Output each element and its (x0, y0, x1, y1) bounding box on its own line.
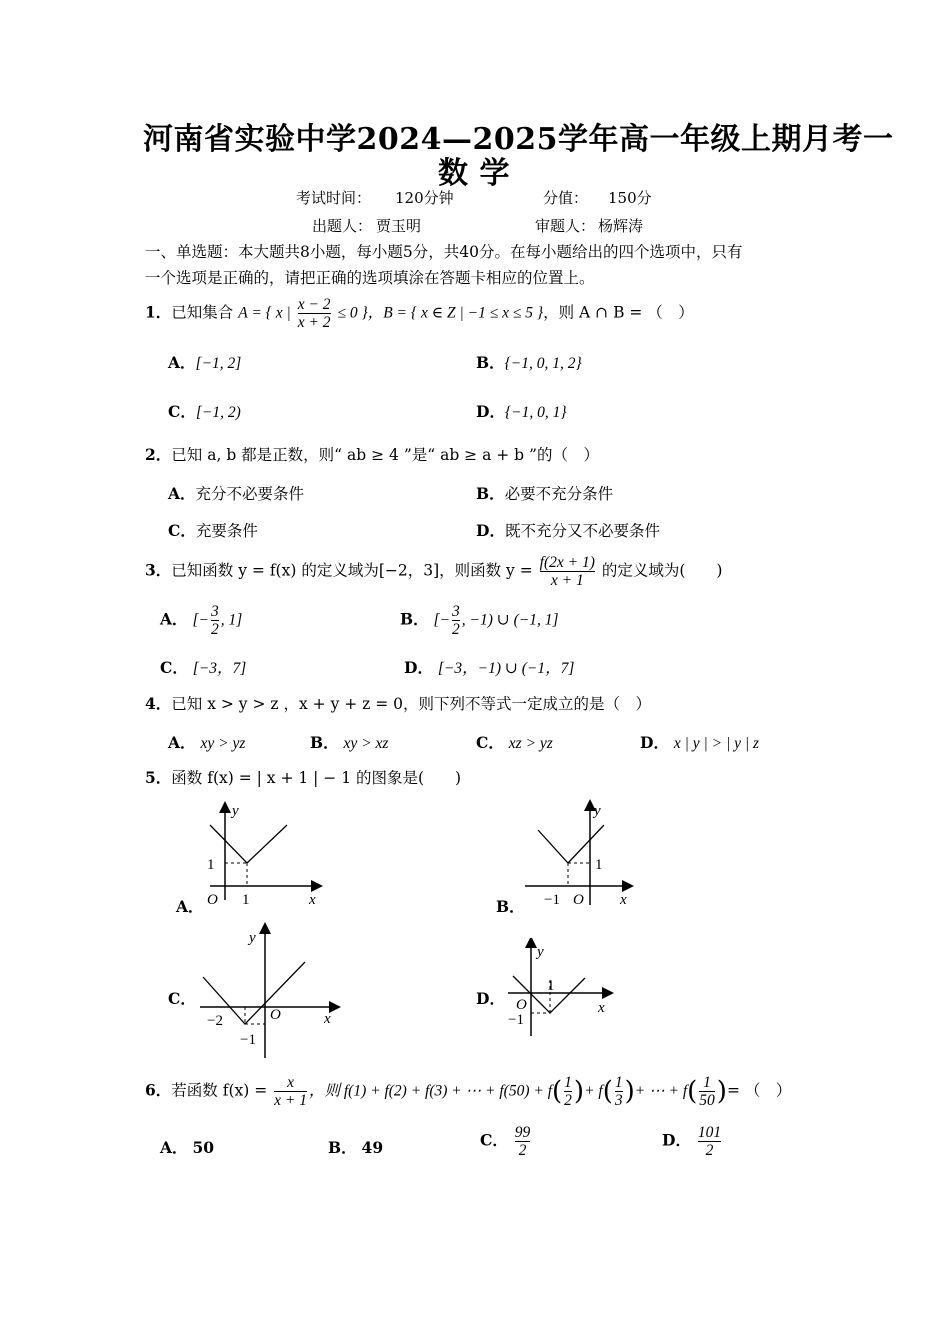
q5-option-d-label[interactable]: D． (476, 989, 505, 1008)
origin-label: O (270, 1007, 281, 1023)
reviewer-value: 杨辉涛 (598, 217, 644, 235)
question-2: 2．已知 a, b 都是正数，则“ ab ≥ 4 ”是“ ab ≥ a + b ”的（ ） (145, 445, 599, 464)
q1-option-c[interactable]: C．[−1, 2) (168, 402, 241, 421)
q4-option-d[interactable]: D． x | y | > | y | z (640, 733, 760, 752)
question-6: 6．若函数 f(x) = $\frac{x}{x + 1}$ ，则 f(1) + f(2) + f(3) + ⋯ + f(50) + f( $\frac{1}{2}$ )+ f( $\frac{1}{3}$ )+ ⋯ + f( $\frac{1}{50}$ )= （ ） (145, 1074, 792, 1110)
q2-option-c[interactable]: C．充要条件 (168, 521, 258, 540)
q3-option-b[interactable]: B． [− $\frac{3}{2}$ , −1) ∪ (−1, 1] (400, 603, 559, 639)
q5-option-a-label[interactable]: A． (176, 897, 204, 916)
y-axis-label: y (537, 944, 544, 960)
x-axis-label: x (324, 1011, 331, 1027)
author-value: 贾玉明 (376, 217, 422, 235)
y-tick-label: −1 (240, 1032, 256, 1048)
question-3: 3．已知函数 y = f(x) 的定义域为[−2，3]，则函数 y = $\frac{f(2x + 1)}{x + 1}$ 的定义域为( ) (145, 554, 723, 590)
y-tick-label: 1 (207, 857, 215, 873)
fraction: $\frac{1}{3}$ (614, 1074, 623, 1110)
q5-graph-b[interactable] (520, 795, 640, 915)
score-value: 150分 (608, 189, 652, 207)
x-tick-label: −1 (544, 892, 560, 908)
question-1: 1．已知集合 A = { x | $\frac{x - 2}{x + 2}$ ≤ 0 }，B = { x ∈ Z | −1 ≤ x ≤ 5 }，则 A ∩ B = （ ） (145, 296, 694, 332)
fraction: $\frac{f(2x + 1)}{x + 1}$ (539, 554, 595, 590)
q5-option-b-label[interactable]: B． (496, 897, 525, 916)
origin-label: O (207, 892, 218, 908)
q1-option-d[interactable]: D．{−1, 0, 1} (476, 402, 567, 421)
q6-option-c[interactable]: C． $\frac{99}{2}$ (480, 1124, 531, 1160)
q3-option-a[interactable]: A． [− $\frac{3}{2}$ , 1] (160, 603, 243, 639)
y-axis-label: y (594, 803, 601, 819)
q2-option-d[interactable]: D．既不充分又不必要条件 (476, 521, 660, 540)
question-number: 1． (145, 302, 172, 322)
fraction: $\frac{101}{2}$ (697, 1124, 722, 1160)
subject-title: 数 学 (438, 156, 510, 191)
x-tick-label: 1 (242, 892, 250, 908)
y-axis-label: y (232, 803, 239, 819)
x-axis-label: x (309, 892, 316, 908)
exam-time-value: 120分钟 (395, 189, 454, 207)
q6-option-b[interactable]: B． 49 (328, 1138, 384, 1157)
question-4: 4．已知 x > y > z ，x + y + z = 0，则下列不等式一定成立的是（ ） (145, 694, 652, 713)
y-tick-label: −1 (508, 1012, 524, 1028)
q2-option-b[interactable]: B．必要不充分条件 (476, 484, 614, 503)
fraction: $\frac{1}{50}$ (699, 1074, 715, 1110)
fraction: $\frac{1}{2}$ (564, 1074, 572, 1110)
question-5: 5．函数 f(x) = | x + 1 | − 1 的图象是( ) (145, 768, 462, 787)
x-tick-label: −2 (207, 1013, 223, 1029)
exam-time-label: 考试时间： (296, 189, 372, 207)
q5-graph-d[interactable] (503, 938, 623, 1038)
q4-option-a[interactable]: A． xy > yz (168, 733, 246, 752)
q4-option-b[interactable]: B． xy > xz (310, 733, 389, 752)
origin-label: O (516, 997, 527, 1013)
x-tick-label: 1 (547, 978, 555, 994)
fraction: $\frac{3}{2}$ (210, 603, 219, 639)
x-axis-label: x (620, 892, 627, 908)
function-graph (210, 825, 287, 863)
q6-option-d[interactable]: D． $\frac{101}{2}$ (662, 1124, 722, 1160)
q3-option-d[interactable]: D． [−3，−1) ∪ (−1，7] (404, 658, 575, 677)
reviewer-label: 审题人： (535, 217, 596, 235)
q5-graph-c[interactable] (195, 922, 350, 1060)
q3-option-c[interactable]: C． [−3，7] (160, 658, 247, 677)
author-label: 出题人： (312, 217, 373, 235)
fraction: $\frac{3}{2}$ (452, 603, 460, 639)
q5-graph-a[interactable] (195, 795, 335, 915)
q5-option-c-label[interactable]: C． (168, 989, 196, 1008)
origin-label: O (573, 892, 584, 908)
page-title: 河南省实验中学2024—2025学年高一年级上期月考一 (143, 122, 894, 157)
section-instructions-line2: 一个选项是正确的，请把正确的选项填涂在答题卡相应的位置上。 (145, 269, 595, 287)
q1-option-b[interactable]: B．{−1, 0, 1, 2} (476, 353, 582, 372)
fraction: $\frac{x - 2}{x + 2}$ (297, 296, 331, 332)
x-axis-label: x (598, 1000, 605, 1016)
section-instructions-line1: 一、单选题：本大题共8小题，每小题5分，共40分。在每小题给出的四个选项中，只有 (145, 243, 743, 261)
fraction: $\frac{99}{2}$ (514, 1124, 531, 1160)
q1-option-a[interactable]: A．[−1, 2] (168, 353, 242, 372)
q4-option-c[interactable]: C． xz > yz (476, 733, 553, 752)
fraction: $\frac{x}{x + 1}$ (274, 1074, 307, 1110)
q6-option-a[interactable]: A． 50 (160, 1138, 215, 1157)
y-tick-label: 1 (595, 857, 603, 873)
score-label: 分值： (543, 189, 589, 207)
q2-option-a[interactable]: A．充分不必要条件 (168, 484, 305, 503)
y-axis-label: y (249, 930, 256, 946)
